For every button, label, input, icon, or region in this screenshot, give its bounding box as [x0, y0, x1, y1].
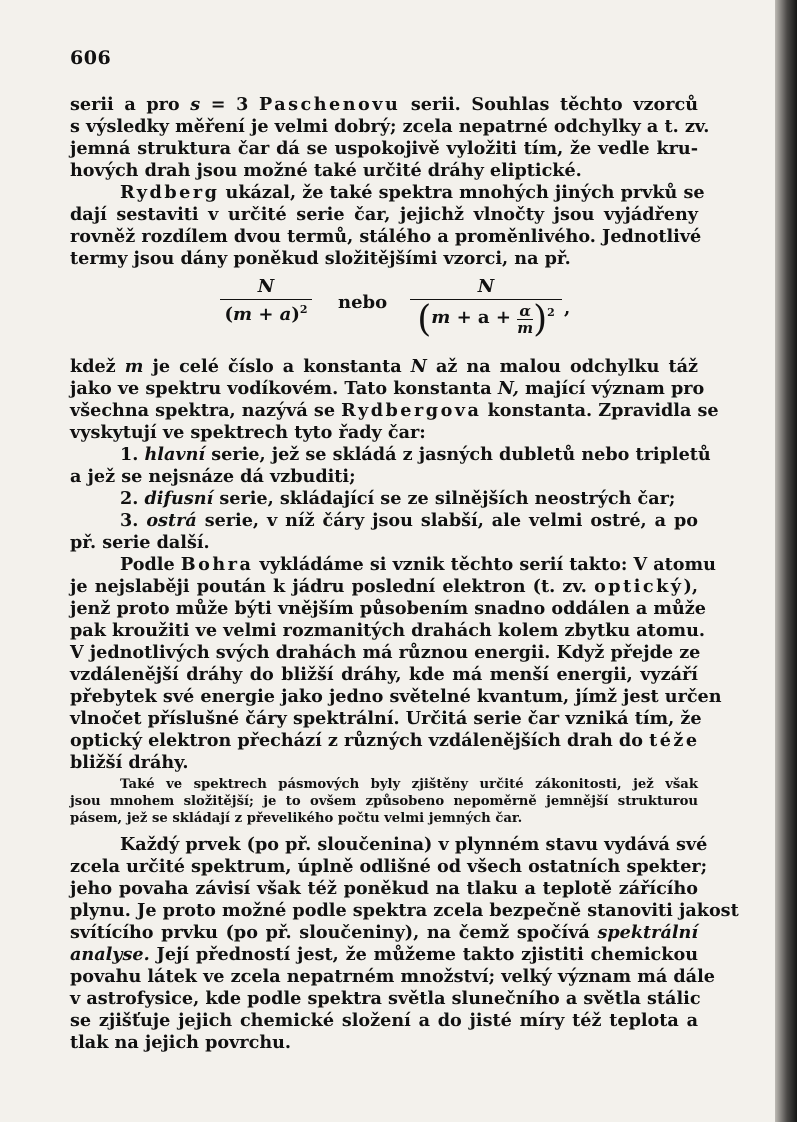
text-line: pak kroužiti ve velmi rozmanitých drahách kolem zbytku atomu. — [70, 620, 706, 641]
text-line: hových drah jsou možné také určité dráhy eliptické. — [70, 160, 582, 181]
fraction-right: N ($m + a + \frac{\alpha}{m}$ )$^2$ — [410, 276, 562, 336]
text-line: optický elektron přechází z různých vzdálenějších drah do téže — [70, 730, 700, 751]
text-line: povahu látek ve zcela nepatrném množství; velký význam má dále — [70, 966, 715, 987]
text-line: V jednotlivých svých drahách má různou energii. Když přejde ze — [70, 642, 701, 663]
text-line: Podle Bohra vykládáme si vznik těchto serií takto: V atomu — [120, 554, 716, 575]
text-line: je nejslaběji poután k jádru poslední elektron (t. zv. optický), — [70, 576, 698, 597]
text-line: serii a pro s = 3 Paschenovu serii. Souhlas těchto vzorců — [70, 94, 698, 115]
list-item: 1. hlavní serie, jež se skládá z jasných dubletů nebo tripletů — [120, 444, 711, 465]
text-line: jako ve spektru vodíkovém. Tato konstanta N, mající význam pro — [70, 378, 705, 399]
footnote-line: Také ve spektrech pásmových byly zjištěny určité zákonitosti, jež však — [120, 777, 698, 792]
footnote-line: pásem, jež se skládají z převelikého počtu velmi jemných čar. — [70, 811, 523, 826]
formula-conjunction: nebo — [338, 292, 388, 313]
inner-fraction: $\frac{\alpha}{m}$ — [517, 302, 534, 337]
text-line: analyse. Její předností jest, že můžeme takto zjistiti chemickou — [70, 944, 698, 965]
page-edge-shadow — [775, 0, 797, 1122]
text-line: Rydberg ukázal, že také spektra mnohých jiných prvků se — [120, 182, 705, 203]
text-line: s výsledky měření je velmi dobrý; zcela nepatrné odchylky a t. zv. — [70, 116, 710, 137]
fraction-denominator: $(m + a)^2$ — [224, 303, 308, 325]
text-line: vlnočet příslušné čáry spektrální. Určitá serie čar vzniká tím, že — [70, 708, 702, 729]
footnote-line: jsou mnohem složitější; je to ovšem způsobeno nepoměrně jemnější strukturou — [70, 794, 698, 809]
list-item: 3. ostrá serie, v níž čáry jsou slabší, ale velmi ostré, a po — [120, 510, 698, 531]
text-line: Každý prvek (po př. sloučenina) v plynném stavu vydává své — [120, 834, 708, 855]
text-line: jenž proto může býti vnějším působením snadno oddálen a může — [70, 598, 706, 619]
fraction-left: N $(m + a)^2$ — [220, 276, 312, 325]
text-line: se zjišťuje jejich chemické složení a do jisté míry též teplota a — [70, 1010, 698, 1031]
page-number: 606 — [70, 47, 112, 69]
text-line: vyskytují ve spektrech tyto řady čar: — [70, 422, 426, 443]
text-line: svítícího prvku (po př. sloučeniny), na čemž spočívá spektrální — [70, 922, 698, 943]
fraction-bar — [220, 299, 312, 300]
text-line: termy jsou dány poněkud složitějšími vzorci, na př. — [70, 248, 571, 269]
text-line: jemná struktura čar dá se uspokojivě vyložiti tím, že vedle kru- — [70, 138, 698, 159]
text-line: rovněž rozdílem dvou termů, stálého a proměnlivého. Jednotlivé — [70, 226, 702, 247]
text-line: př. serie další. — [70, 532, 210, 553]
text-line: v astrofysice, kde podle spektra světla slunečního a světla stálic — [70, 988, 701, 1009]
text-line: jeho povaha závisí však též poněkud na tlaku a teplotě zářícího — [70, 878, 698, 899]
text-line: a jež se nejsnáze dá vzbuditi; — [70, 466, 356, 487]
text-line: všechna spektra, nazývá se Rydbergova konstanta. Zpravidla se — [70, 400, 719, 421]
text-line: vzdálenější dráhy do bližší dráhy, kde má menší energii, vyzáří — [70, 664, 698, 685]
text-line: zcela určité spektrum, úplně odlišné od všech ostatních spekter; — [70, 856, 708, 877]
text-line: plynu. Je proto možné podle spektra zcela bezpečně stanoviti jakost — [70, 900, 739, 921]
list-item: 2. difusní serie, skládající se ze silnějších neostrých čar; — [120, 488, 676, 509]
text-line: kdež m je celé číslo a konstanta N až na malou odchylku táž — [70, 356, 699, 377]
fraction-denominator: ($m + a + \frac{\alpha}{m}$ )$^2$ — [417, 299, 555, 340]
text-line: tlak na jejich povrchu. — [70, 1032, 292, 1053]
formula-comma: , — [564, 298, 571, 319]
rydberg-formula — [220, 276, 640, 356]
text-line: dají sestaviti v určité serie čar, jejichž vlnočty jsou vyjádřeny — [70, 204, 698, 225]
text-line: bližší dráhy. — [70, 752, 189, 773]
text-line: přebytek své energie jako jedno světelné kvantum, jímž jest určen — [70, 686, 722, 707]
